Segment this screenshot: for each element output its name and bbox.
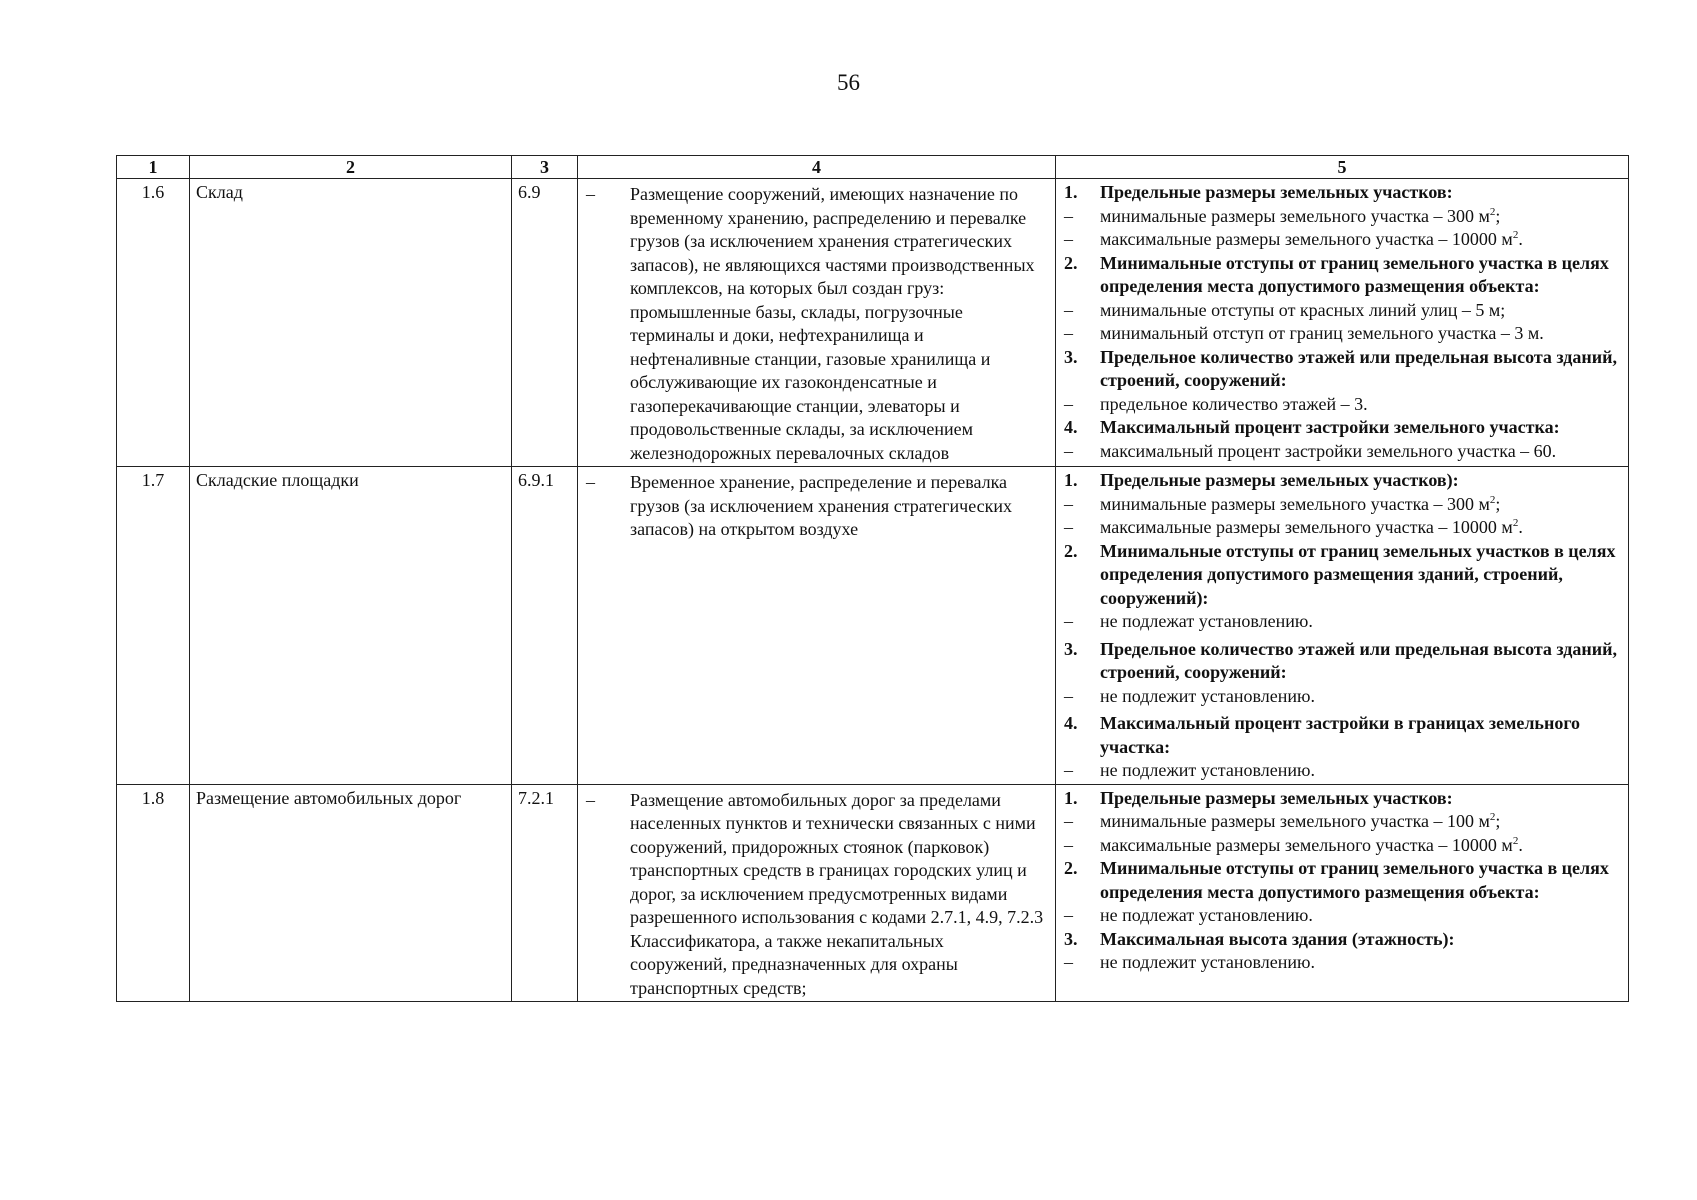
parameter-text-end: . bbox=[1518, 229, 1523, 249]
unit-superscript: 2 bbox=[1512, 229, 1519, 241]
parameter-text-wrap bbox=[1100, 610, 1622, 634]
description-dash: – bbox=[586, 789, 595, 810]
parameter-text-wrap bbox=[1100, 205, 1622, 229]
table-row bbox=[117, 179, 1629, 467]
parameter-heading bbox=[1062, 857, 1622, 904]
parameter-text-wrap bbox=[1100, 951, 1622, 975]
item-dash: – bbox=[1064, 299, 1073, 320]
regulations-table bbox=[116, 155, 1629, 1002]
column-header-5: 5 bbox=[1056, 156, 1629, 179]
parameter-heading bbox=[1062, 181, 1622, 205]
parameter-heading bbox=[1062, 540, 1622, 611]
item-number: 4. bbox=[1064, 713, 1078, 733]
row-number: 1.7 bbox=[117, 467, 190, 785]
parameter-text-wrap bbox=[1100, 834, 1622, 858]
unit-superscript: 2 bbox=[1512, 834, 1519, 847]
parameters-cell bbox=[1056, 467, 1629, 785]
parameter-text: максимальные размеры земельного участка – 10000 м bbox=[1100, 517, 1513, 537]
item-dash: – bbox=[1064, 517, 1073, 537]
row-number: 1.6 bbox=[117, 179, 190, 467]
use-description-cell bbox=[578, 179, 1056, 467]
parameter-item bbox=[1062, 493, 1622, 517]
parameter-text-end: . bbox=[1518, 834, 1523, 855]
parameter-item bbox=[1062, 393, 1622, 417]
unit-superscript: 2 bbox=[1489, 811, 1496, 823]
parameter-item bbox=[1062, 299, 1622, 323]
parameter-item bbox=[1062, 322, 1622, 346]
parameter-text: Максимальный процент застройки в границах земельного участка: bbox=[1100, 713, 1581, 757]
parameter-text-wrap bbox=[1100, 346, 1622, 393]
item-dash: – bbox=[1064, 440, 1073, 461]
parameter-text: минимальные отступы от красных линий улиц – 5 м; bbox=[1100, 299, 1506, 320]
parameter-heading bbox=[1062, 252, 1622, 299]
item-number: 1. bbox=[1064, 787, 1078, 808]
parameter-text-wrap bbox=[1100, 857, 1622, 904]
parameter-text: Предельное количество этажей или предельная высота зданий, строений, сооружений: bbox=[1100, 638, 1618, 682]
item-number: 2. bbox=[1064, 540, 1078, 561]
parameter-item bbox=[1062, 904, 1622, 928]
parameter-text-wrap bbox=[1100, 787, 1622, 811]
parameter-text: Минимальные отступы от границ земельных участков в целях определения допустимого размещения зданий, строений, сооружений): bbox=[1100, 540, 1616, 608]
parameter-text: не подлежат установлению. bbox=[1100, 905, 1313, 925]
parameter-text: предельное количество этажей – 3. bbox=[1100, 393, 1368, 414]
parameter-text: Предельные размеры земельных участков): bbox=[1100, 470, 1459, 490]
use-type-name: Складские площадки bbox=[190, 467, 512, 785]
column-header-2: 2 bbox=[190, 156, 512, 179]
table-row bbox=[117, 784, 1629, 1002]
use-description: Размещение сооружений, имеющих назначение по временному хранению, распределению и перевалке грузов (за исключением хранения стратегических запасов), не являющихся частями производственных комплексов, на которых был создан груз: промышленные базы, склады, погрузочные терминалы и доки, нефтехранилища и нефтеналивные станции, газовые хранилища и обслуживающие их газоконденсатные и газоперекачивающие станции, элеваторы и продовольственные склады, за исключением железнодорожных перевалочных складов bbox=[630, 184, 1035, 463]
table-row bbox=[117, 467, 1629, 785]
parameter-item bbox=[1062, 685, 1622, 709]
item-number: 4. bbox=[1064, 417, 1078, 437]
parameter-text: максимальные размеры земельного участка – 10000 м bbox=[1100, 229, 1513, 249]
item-dash: – bbox=[1064, 811, 1073, 831]
parameter-heading bbox=[1062, 346, 1622, 393]
parameter-text-wrap bbox=[1100, 712, 1622, 759]
parameter-text: не подлежит установлению. bbox=[1100, 760, 1315, 780]
parameter-text: Предельные размеры земельных участков: bbox=[1100, 182, 1453, 202]
parameter-heading bbox=[1062, 638, 1622, 685]
item-dash: – bbox=[1064, 952, 1073, 972]
parameter-text: Предельное количество этажей или предельная высота зданий, строений, сооружений: bbox=[1100, 346, 1618, 390]
parameter-text-wrap bbox=[1100, 393, 1622, 417]
item-dash: – bbox=[1064, 229, 1073, 249]
parameter-text: максимальные размеры земельного участка – 10000 м bbox=[1100, 834, 1513, 855]
page-number: 56 bbox=[837, 70, 860, 95]
parameter-text: минимальный отступ от границ земельного участка – 3 м. bbox=[1100, 323, 1544, 343]
parameter-item bbox=[1062, 759, 1622, 783]
use-description-cell bbox=[578, 784, 1056, 1002]
parameter-text-wrap bbox=[1100, 928, 1622, 952]
parameter-heading bbox=[1062, 712, 1622, 759]
parameter-heading bbox=[1062, 787, 1622, 811]
parameter-item bbox=[1062, 951, 1622, 975]
parameter-text-wrap bbox=[1100, 299, 1622, 323]
parameter-heading bbox=[1062, 469, 1622, 493]
parameter-text: Минимальные отступы от границ земельного участка в целях определения места допустимого размещения объекта: bbox=[1100, 858, 1609, 902]
parameter-text-end: ; bbox=[1495, 811, 1501, 831]
item-dash: – bbox=[1064, 834, 1073, 855]
parameter-text: максимальный процент застройки земельного участка – 60. bbox=[1100, 440, 1557, 461]
header-row bbox=[117, 156, 1629, 179]
use-description: Размещение автомобильных дорог за пределами населенных пунктов и технически связанных с ними сооружений, придорожных стоянок (парковок) транспортных средств в границах городских улиц и дорог, за исключением предусмотренных видами разрешенного использования с кодами 2.7.1, 4.9, 7.2.3 Классификатора, а также некапитальных сооружений, предназначенных для охраны транспортных средств; bbox=[630, 789, 1044, 998]
parameter-item bbox=[1062, 516, 1622, 540]
parameter-item bbox=[1062, 228, 1622, 252]
parameter-text-wrap bbox=[1100, 493, 1622, 517]
parameter-text: не подлежит установлению. bbox=[1100, 952, 1315, 972]
description-dash: – bbox=[586, 184, 595, 204]
parameter-item bbox=[1062, 205, 1622, 229]
parameter-text-end: . bbox=[1518, 517, 1523, 537]
parameters-cell bbox=[1056, 784, 1629, 1002]
parameter-text: Минимальные отступы от границ земельного участка в целях определения места допустимого размещения объекта: bbox=[1100, 252, 1609, 296]
parameter-text: минимальные размеры земельного участка – 100 м bbox=[1100, 811, 1490, 831]
parameter-text-wrap bbox=[1100, 322, 1622, 346]
parameter-item bbox=[1062, 834, 1622, 858]
parameter-heading bbox=[1062, 928, 1622, 952]
column-header-3: 3 bbox=[512, 156, 578, 179]
item-number: 2. bbox=[1064, 858, 1078, 878]
parameter-text-wrap bbox=[1100, 516, 1622, 540]
parameter-text: Предельные размеры земельных участков: bbox=[1100, 787, 1453, 808]
item-dash: – bbox=[1064, 760, 1073, 780]
parameter-text-wrap bbox=[1100, 469, 1622, 493]
classifier-code: 6.9 bbox=[512, 179, 578, 467]
item-number: 1. bbox=[1064, 182, 1078, 202]
column-header-4: 4 bbox=[578, 156, 1056, 179]
classifier-code: 6.9.1 bbox=[512, 467, 578, 785]
parameter-text: не подлежат установлению. bbox=[1100, 611, 1313, 631]
use-type-name: Склад bbox=[190, 179, 512, 467]
parameter-heading bbox=[1062, 416, 1622, 440]
parameter-text-wrap bbox=[1100, 810, 1622, 834]
item-number: 1. bbox=[1064, 470, 1078, 490]
parameter-text-wrap bbox=[1100, 416, 1622, 440]
item-number: 2. bbox=[1064, 252, 1078, 273]
parameter-item bbox=[1062, 610, 1622, 634]
row-number: 1.8 bbox=[117, 784, 190, 1002]
parameter-text: Максимальный процент застройки земельного участка: bbox=[1100, 417, 1560, 437]
item-dash: – bbox=[1064, 205, 1073, 226]
use-description: Временное хранение, распределение и перевалка грузов (за исключением хранения стратегических запасов) на открытом воздухе bbox=[630, 472, 1013, 539]
unit-superscript: 2 bbox=[1512, 517, 1519, 529]
unit-superscript: 2 bbox=[1489, 205, 1496, 218]
item-dash: – bbox=[1064, 493, 1073, 514]
use-description-cell bbox=[578, 467, 1056, 785]
parameter-text-end: ; bbox=[1495, 205, 1501, 226]
parameter-text-end: ; bbox=[1495, 493, 1501, 514]
parameter-text: не подлежит установлению. bbox=[1100, 685, 1315, 706]
parameter-text-wrap bbox=[1100, 228, 1622, 252]
parameter-text-wrap bbox=[1100, 638, 1622, 685]
parameter-text-wrap bbox=[1100, 540, 1622, 611]
item-dash: – bbox=[1064, 685, 1073, 706]
parameter-text-wrap bbox=[1100, 252, 1622, 299]
description-dash: – bbox=[586, 472, 595, 492]
parameter-text-wrap bbox=[1100, 759, 1622, 783]
item-number: 3. bbox=[1064, 928, 1078, 949]
item-dash: – bbox=[1064, 393, 1073, 414]
parameter-item bbox=[1062, 440, 1622, 464]
unit-superscript: 2 bbox=[1489, 493, 1496, 506]
use-type-name: Размещение автомобильных дорог bbox=[190, 784, 512, 1002]
parameter-text-wrap bbox=[1100, 181, 1622, 205]
parameter-text-wrap bbox=[1100, 440, 1622, 464]
parameter-text-wrap bbox=[1100, 685, 1622, 709]
item-dash: – bbox=[1064, 323, 1073, 343]
parameter-text: минимальные размеры земельного участка – 300 м bbox=[1100, 205, 1490, 226]
parameter-text-wrap bbox=[1100, 904, 1622, 928]
item-number: 3. bbox=[1064, 638, 1078, 659]
parameters-cell bbox=[1056, 179, 1629, 467]
column-header-1: 1 bbox=[117, 156, 190, 179]
item-dash: – bbox=[1064, 611, 1073, 631]
parameter-text: Максимальная высота здания (этажность): bbox=[1100, 928, 1455, 949]
item-number: 3. bbox=[1064, 346, 1078, 367]
item-dash: – bbox=[1064, 905, 1073, 925]
parameter-item bbox=[1062, 810, 1622, 834]
parameter-text: минимальные размеры земельного участка – 300 м bbox=[1100, 493, 1490, 514]
classifier-code: 7.2.1 bbox=[512, 784, 578, 1002]
